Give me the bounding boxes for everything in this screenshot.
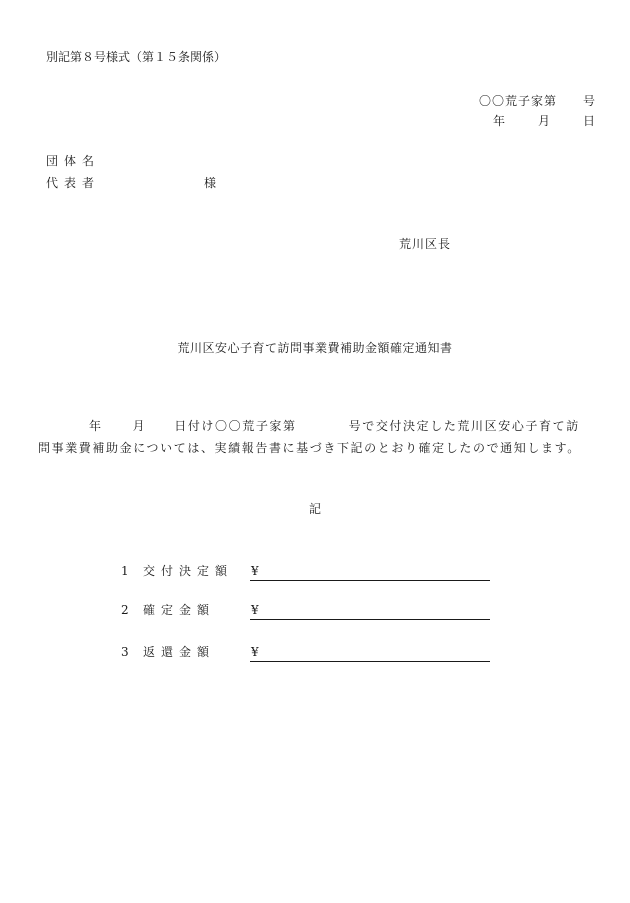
document-title: 荒川区安心子育て訪問事業費補助金額確定通知書 (177, 341, 453, 355)
document-number-prefix: 〇〇荒子家第 (478, 94, 557, 108)
amount-item-refund (121, 644, 259, 662)
ki-heading: 記 (308, 502, 321, 516)
item-number: 3 (121, 645, 129, 659)
recipient-honorific: 様 (204, 176, 217, 190)
item-label: 返還金額 (143, 645, 216, 659)
document-number-suffix: 号 (582, 94, 596, 108)
amount-blank-line (250, 619, 490, 620)
item-label: 確定金額 (143, 603, 216, 617)
amount-item-confirmed (121, 602, 259, 620)
recipient-representative: 代表者 (46, 176, 101, 190)
amount-blank-line (250, 580, 490, 581)
amount-blank-line (250, 661, 490, 662)
form-number: 別記第８号様式（第１５条関係） (46, 50, 227, 64)
yen-sign: ¥ (251, 564, 259, 578)
body-year: 年 (89, 419, 103, 433)
yen-sign: ¥ (251, 603, 259, 617)
body-text-line-2: 問事業費補助金については、実績報告書に基づき下記のとおり確定したので通知します。 (38, 441, 581, 455)
issue-date-year: 年 (492, 114, 506, 128)
amount-item-granted (121, 563, 259, 581)
recipient-organization: 団体名 (46, 154, 101, 168)
issue-date (493, 113, 596, 129)
body-text-line-1 (89, 418, 580, 434)
item-number: 2 (121, 603, 129, 617)
item-label: 交付決定額 (143, 564, 234, 578)
issue-date-month: 月 (537, 114, 551, 128)
sender-name: 荒川区長 (399, 237, 452, 251)
yen-sign: ¥ (251, 645, 259, 659)
issue-date-day: 日 (582, 114, 596, 128)
item-number: 1 (121, 564, 129, 578)
body-line1-tail: 号で交付決定した荒川区安心子育て訪 (348, 419, 580, 433)
body-date-reference: 日付け〇〇荒子家第 (174, 419, 297, 433)
document-number (479, 93, 596, 109)
body-month: 月 (132, 419, 147, 433)
